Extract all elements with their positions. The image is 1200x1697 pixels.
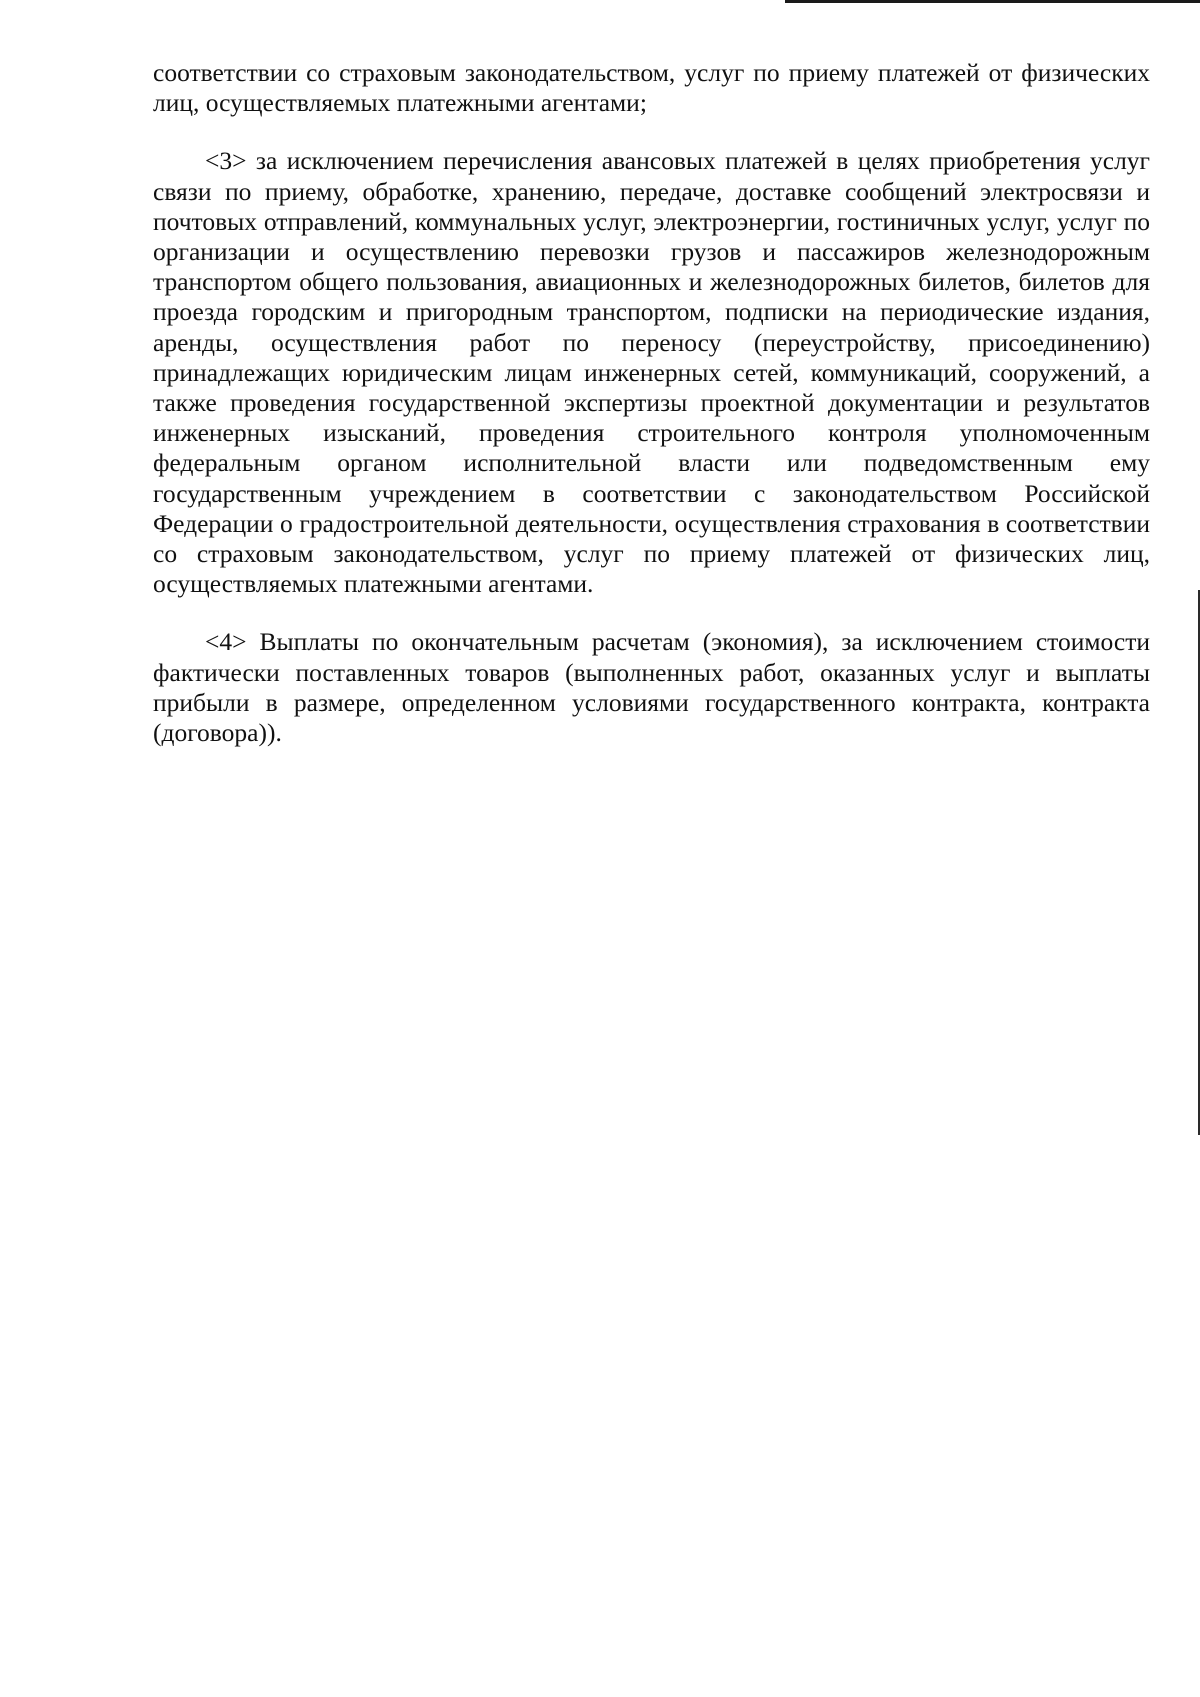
footnote-4-paragraph: <4> Выплаты по окончательным расчетам (экономия), за исключением стоимости фактически поставленных товаров (выполненных работ, оказанных услуг и выплаты прибыли в размере, определенном условиями государственного контракта, контракта (договора)). xyxy=(153,627,1150,748)
document-body xyxy=(153,58,1150,776)
footnote-3-paragraph: <3> за исключением перечисления авансовых платежей в целях приобретения услуг связи по приему, обработке, хранению, передаче, доставке сообщений электросвязи и почтовых отправлений, коммунальных услуг, электроэнергии, гостиничных услуг, услуг по организации и осуществлению перевозки грузов и пассажиров железнодорожным транспортом общего пользования, авиационных и железнодорожных билетов, билетов для проезда городским и пригородным транспортом, подписки на периодические издания, аренды, осуществления работ по переносу (переустройству, присоединению) принадлежащих юридическим лицам инженерных сетей, коммуникаций, сооружений, а также проведения государственной экспертизы проектной документации и результатов инженерных изысканий, проведения строительного контроля уполномоченным федеральным органом исполнительной власти или подведомственным ему государственным учреждением в соответствии с законодательством Российской Федерации о градостроительной деятельности, осуществления страхования в соответствии со страховым законодательством, услуг по приему платежей от физических лиц, осуществляемых платежными агентами. xyxy=(153,146,1150,599)
scan-edge-top xyxy=(785,0,1200,3)
paragraph-continuation: соответствии со страховым законодательством, услуг по приему платежей от физических лиц, осуществляемых платежными агентами; xyxy=(153,58,1150,118)
